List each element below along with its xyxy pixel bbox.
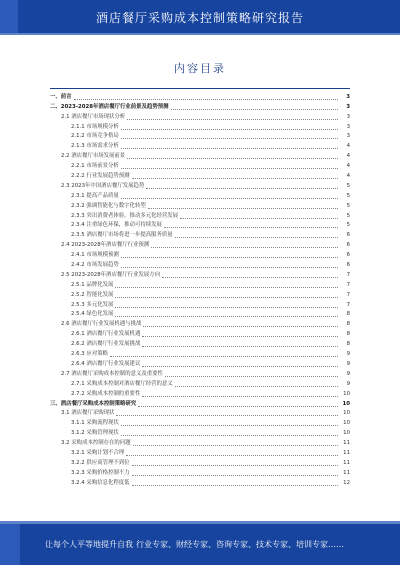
toc-leader-dots [121, 197, 338, 199]
toc-entry-label: 3.2.2 供应商管理不到位 [71, 459, 130, 466]
toc-entry-label: 3.2.3 采购价格控制不力 [71, 469, 130, 476]
toc-entry-label: 2.2 酒店餐厅市场发展前景 [61, 153, 126, 160]
toc-entry-label: 2.7.2 采购成本控制的重要性 [71, 390, 141, 397]
toc-entry-label: 2.7.1 采购成本控制对酒店餐厅经营的意义 [71, 380, 173, 387]
toc-entry[interactable] [50, 260, 350, 270]
toc-entry-label: 2.2.2 行业发展趋势预测 [71, 173, 130, 180]
toc-entry-label: 2.5 2023-2028年酒店餐厅行业发展方向 [61, 271, 160, 278]
toc-entry[interactable] [50, 270, 350, 280]
toc-entry[interactable] [50, 438, 350, 448]
toc-entry-label: 2.3.1 提高产品质量 [71, 192, 119, 199]
toc-entry-label: 3.1.1 采购流程现状 [71, 420, 119, 427]
toc-entry[interactable] [50, 151, 350, 161]
toc-entry-page: 11 [343, 459, 350, 466]
toc-leader-dots [133, 444, 338, 446]
toc-leader-dots [116, 414, 338, 416]
toc-leader-dots [127, 157, 338, 159]
toc-leader-dots [121, 128, 338, 130]
toc-leader-dots [162, 276, 338, 278]
toc-entry[interactable] [50, 280, 350, 290]
toc-leader-dots [127, 118, 338, 120]
toc-divider [50, 88, 350, 89]
toc-leader-dots [142, 345, 338, 347]
toc-leader-dots [121, 167, 338, 169]
toc-leader-dots [132, 464, 338, 466]
toc-entry-label: 2.4.1 市场规模预测 [71, 252, 119, 259]
toc-entry-label: 2.3.4 注重绿色环保，推动可持续发展 [71, 222, 162, 229]
toc-entry[interactable] [50, 201, 350, 211]
toc-entry-page: 7 [346, 271, 350, 278]
toc-entry-label: 2.3.2 强调智能化与数字化转型 [71, 202, 146, 209]
toc-entry-page: 7 [346, 301, 350, 308]
toc-entry-page: 4 [346, 173, 350, 180]
toc-leader-dots [132, 474, 338, 476]
toc-leader-dots [138, 405, 338, 407]
header-edge [0, 33, 400, 35]
toc-entry-label: 3.2 采购成本控制存在的问题 [61, 440, 131, 447]
toc-entry[interactable] [50, 141, 350, 151]
toc-entry-page: 7 [346, 281, 350, 288]
toc-leader-dots [110, 355, 338, 357]
toc-entry-label: 二、2023-2028年酒店餐厅行业前景及趋势预测 [50, 103, 169, 110]
toc-entry-page: 6 [346, 262, 350, 269]
toc-entry[interactable] [50, 250, 350, 260]
toc-entry-label: 2.4 2023-2028年酒店餐厅行业预测 [61, 242, 150, 249]
toc-entry-page: 4 [346, 143, 350, 150]
toc-entry-label: 一、前言 [50, 93, 72, 100]
toc-entry-page: 3 [346, 123, 350, 130]
toc-leader-dots [74, 98, 338, 100]
toc-leader-dots [132, 484, 338, 486]
toc-entry[interactable] [50, 319, 350, 329]
toc-entry[interactable] [50, 221, 350, 231]
toc-entry-page: 4 [346, 153, 350, 160]
toc-entry[interactable] [50, 211, 350, 221]
toc-entry-label: 2.7 酒店餐厅采购成本控制的意义及重要性 [61, 370, 163, 377]
toc-entry[interactable] [50, 478, 350, 488]
toc-entry-label: 2.4.2 市场发展趋势 [71, 262, 119, 269]
toc-leader-dots [165, 375, 338, 377]
toc-entry-label: 2.5.2 智能化发展 [71, 291, 114, 298]
toc-entry-page: 6 [346, 232, 350, 239]
footer-slogan: 让每个人平等地提升自我 [45, 540, 133, 549]
toc-leader-dots [142, 335, 338, 337]
toc-entry-label: 2.6.3 应对策略 [71, 351, 108, 358]
footer-tagline: 行业专家、财经专家、咨询专家、技术专家、培训专家…… [136, 540, 344, 549]
toc-leader-dots [126, 454, 338, 456]
toc-entry[interactable] [50, 349, 350, 359]
toc-entry-page: 8 [346, 311, 350, 318]
toc-entry-page: 10 [343, 410, 350, 417]
toc-entry-page: 8 [346, 321, 350, 328]
toc-entry-page: 6 [346, 252, 350, 259]
toc-leader-dots [175, 385, 338, 387]
toc-entry[interactable] [50, 409, 350, 419]
toc-leader-dots [115, 286, 338, 288]
toc-entry[interactable] [50, 379, 350, 389]
toc-entry[interactable] [50, 181, 350, 191]
toc-entry[interactable] [50, 389, 350, 399]
toc-entry[interactable] [50, 310, 350, 320]
toc-entry[interactable] [50, 369, 350, 379]
footer-corner-accent [0, 524, 20, 565]
toc-entry-page: 3 [346, 103, 350, 110]
toc-heading: 内容目录 [174, 62, 226, 75]
toc-entry-page: 10 [343, 390, 350, 397]
toc-entry-page: 10 [343, 430, 350, 437]
toc-entry-label: 2.6.2 酒店餐厅行业发展挑战 [71, 341, 141, 348]
toc-leader-dots [142, 395, 338, 397]
toc-entry-page: 9 [346, 380, 350, 387]
toc-entry[interactable] [50, 161, 350, 171]
toc-entry-page: 11 [343, 440, 350, 447]
toc-entry-page: 10 [343, 420, 350, 427]
toc-entry-page: 12 [343, 479, 350, 486]
toc-leader-dots [146, 187, 338, 189]
toc-entry-label: 三、酒店餐厅采购成本控制策略研究 [50, 400, 137, 407]
toc-entry-page: 7 [346, 291, 350, 298]
toc-entry-label: 2.3.5 酒店餐厅市场将进一步提高服务质量 [71, 232, 173, 239]
toc-entry-page: 4 [346, 163, 350, 170]
toc-entry[interactable] [50, 122, 350, 132]
toc-entry-page: 5 [346, 222, 350, 229]
toc-entry-label: 2.5.4 绿色化发展 [71, 311, 114, 318]
toc-entry-label: 2.6 酒店餐厅行业发展机遇与挑战 [61, 321, 142, 328]
toc-leader-dots [121, 424, 338, 426]
toc-leader-dots [121, 434, 338, 436]
toc-entry-page: 9 [346, 351, 350, 358]
toc-entry-label: 2.1.3 市场需求分析 [71, 143, 119, 150]
toc-leader-dots [115, 306, 338, 308]
toc-leader-dots [175, 236, 338, 238]
toc-entry-page: 10 [342, 400, 350, 407]
toc-entry-page: 5 [346, 202, 350, 209]
toc-entry[interactable] [50, 171, 350, 181]
toc-entry-page: 5 [346, 212, 350, 219]
toc-entry-label: 2.3.3 突出消费者体验，推动多元化经营发展 [71, 212, 179, 219]
toc-entry[interactable] [50, 240, 350, 250]
toc-leader-dots [180, 217, 338, 219]
toc-entry-label: 2.6.4 酒店餐厅行业发展建议 [71, 360, 141, 367]
toc-entry[interactable] [50, 112, 350, 122]
toc-entry-label: 2.5.1 品牌化发展 [71, 281, 114, 288]
toc-entry-page: 9 [346, 360, 350, 367]
toc-entry[interactable] [50, 290, 350, 300]
toc-leader-dots [143, 325, 338, 327]
toc-entry[interactable] [50, 399, 350, 409]
toc-leader-dots [148, 207, 338, 209]
toc-entry-page: 6 [346, 242, 350, 249]
toc-entry[interactable] [50, 92, 350, 102]
toc-entry-page: 3 [346, 133, 350, 140]
toc-entry-label: 2.2.1 市场前景分析 [71, 163, 119, 170]
toc-entry[interactable] [50, 428, 350, 438]
table-of-contents [50, 92, 350, 488]
toc-entry-page: 11 [343, 469, 350, 476]
toc-entry[interactable] [50, 418, 350, 428]
toc-leader-dots [151, 246, 338, 248]
toc-entry-page: 9 [346, 370, 350, 377]
toc-entry-page: 8 [346, 341, 350, 348]
toc-entry[interactable] [50, 102, 350, 112]
toc-entry-label: 2.6.1 酒店餐厅行业发展机遇 [71, 331, 141, 338]
document-title: 酒店餐厅采购成本控制策略研究报告 [95, 11, 304, 25]
toc-leader-dots [115, 315, 338, 317]
toc-entry[interactable] [50, 359, 350, 369]
toc-leader-dots [164, 226, 338, 228]
toc-entry[interactable] [50, 191, 350, 201]
toc-leader-dots [121, 266, 338, 268]
toc-leader-dots [121, 137, 338, 139]
toc-entry[interactable] [50, 468, 350, 478]
toc-entry-label: 2.3 2023年中国酒店餐厅发展趋势 [61, 182, 145, 189]
toc-entry-label: 3.2.4 采购信息化程度低 [71, 479, 130, 486]
toc-entry-label: 2.5.3 多元化发展 [71, 301, 114, 308]
toc-entry-page: 11 [343, 449, 350, 456]
toc-leader-dots [115, 296, 338, 298]
toc-entry[interactable] [50, 329, 350, 339]
toc-entry-label: 2.1.1 市场规模分析 [71, 123, 119, 130]
toc-entry-label: 3.1.2 采购管理现状 [71, 430, 119, 437]
toc-leader-dots [132, 177, 338, 179]
toc-entry[interactable] [50, 448, 350, 458]
toc-entry-page: 8 [346, 331, 350, 338]
toc-entry[interactable] [50, 132, 350, 142]
toc-entry[interactable] [50, 300, 350, 310]
toc-leader-dots [142, 365, 338, 367]
toc-leader-dots [121, 147, 338, 149]
toc-entry-page: 5 [346, 182, 350, 189]
toc-entry[interactable] [50, 339, 350, 349]
toc-leader-dots [121, 256, 338, 258]
toc-entry[interactable] [50, 458, 350, 468]
toc-leader-dots [171, 108, 339, 110]
toc-entry-page: 3 [346, 113, 350, 120]
toc-entry-page: 5 [346, 192, 350, 199]
toc-entry-label: 3.1 酒店餐厅采购现状 [61, 410, 115, 417]
toc-entry-page: 3 [346, 93, 350, 100]
toc-entry[interactable] [50, 230, 350, 240]
toc-entry-label: 2.1 酒店餐厅市场现状分析 [61, 113, 126, 120]
toc-entry-label: 2.1.2 市场竞争格局 [71, 133, 119, 140]
toc-entry-label: 3.2.1 采购计划不合理 [71, 449, 125, 456]
